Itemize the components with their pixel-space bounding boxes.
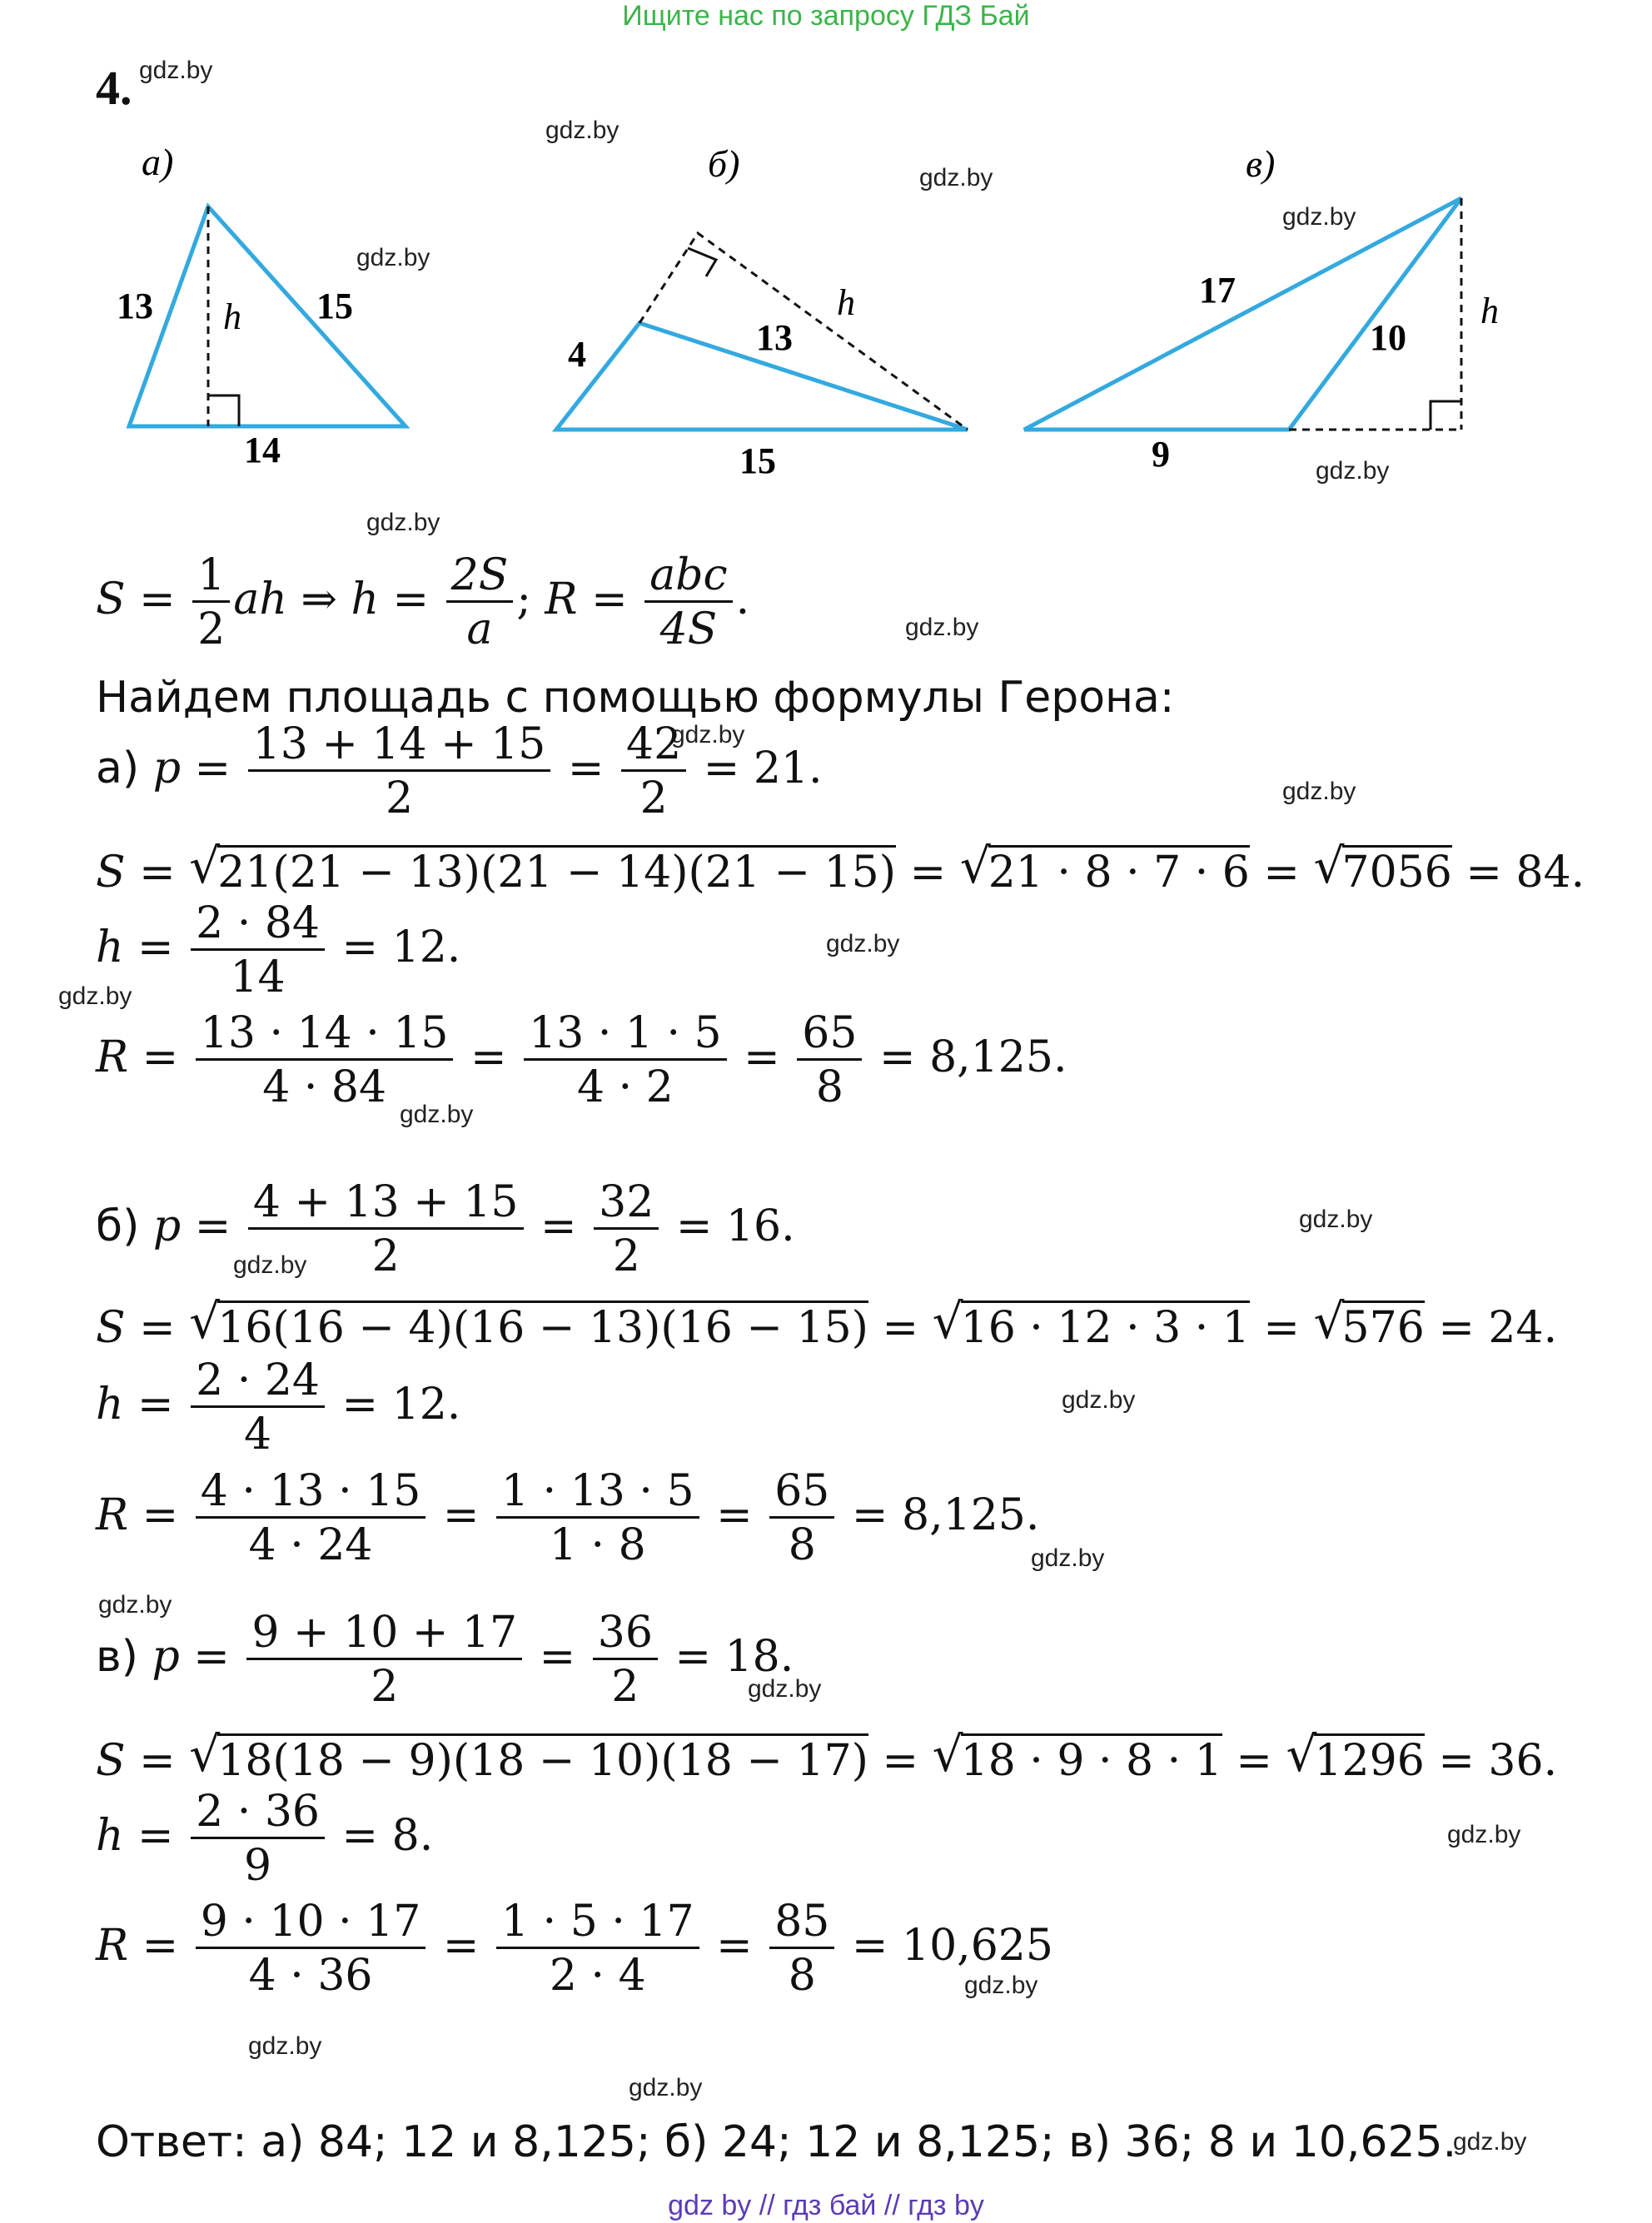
result: = 21. bbox=[703, 743, 823, 793]
side-label: 4 bbox=[568, 334, 586, 375]
frac-num: 42 bbox=[626, 719, 682, 769]
watermark: gdz.by bbox=[964, 1972, 1038, 1999]
part-c-p: в) p = $\frac{9 + 10 + 17}{2}$ = $\frac{36}{2}$ = 18. bbox=[96, 1608, 794, 1712]
frac-den: 4 · 84 bbox=[196, 1058, 454, 1109]
radicand: 576 bbox=[1342, 1300, 1425, 1350]
frac-den: 1 · 8 bbox=[496, 1516, 699, 1567]
watermark: gdz.by bbox=[1282, 203, 1356, 231]
frac-den: 2 bbox=[248, 1227, 524, 1278]
frac-num: 65 bbox=[774, 1466, 830, 1516]
frac-den: 2 bbox=[594, 1227, 659, 1278]
watermark: gdz.by bbox=[629, 2074, 703, 2101]
figure-label-c: в) bbox=[1246, 142, 1276, 185]
frac-num: 4 + 13 + 15 bbox=[252, 1177, 519, 1227]
frac-den: 4 · 2 bbox=[524, 1058, 727, 1109]
watermark: gdz.by bbox=[748, 1675, 822, 1703]
watermark: gdz.by bbox=[366, 509, 440, 536]
watermark: gdz.by bbox=[139, 57, 213, 84]
frac-den: 2 bbox=[621, 769, 686, 820]
formula-intro: S = $\frac{1}{2}$ ah ⇒ h = $\frac{2S}{a}$ ; R = $\frac{\text{abc}}{4S}$ . bbox=[96, 550, 750, 654]
side-label: 13 bbox=[756, 317, 793, 358]
side-label: 10 bbox=[1370, 317, 1406, 358]
frac-num: 2 · 36 bbox=[196, 1787, 320, 1837]
side-label: 15 bbox=[739, 440, 776, 481]
frac-den: 4 bbox=[191, 1405, 325, 1456]
frac-num: 4 · 13 · 15 bbox=[200, 1466, 421, 1516]
radicand: 1296 bbox=[1314, 1733, 1424, 1783]
watermark: gdz.by bbox=[233, 1251, 307, 1279]
frac-num: 13 + 14 + 15 bbox=[252, 719, 546, 769]
result: = 10,625 bbox=[851, 1921, 1053, 1971]
watermark: gdz.by bbox=[1316, 457, 1390, 485]
part-a-s: S = √ 21(21 − 13)(21 − 14)(21 − 15) = √ 21 · 8 · 7 · 6 = √ 7056 = 84. bbox=[96, 845, 1585, 894]
frac-num: 2 · 24 bbox=[196, 1355, 320, 1405]
result: = 16. bbox=[675, 1201, 795, 1251]
radicand: 16 · 12 · 3 · 1 bbox=[961, 1300, 1250, 1350]
result: = 12. bbox=[341, 1380, 461, 1430]
height-label-c: h bbox=[1480, 291, 1499, 331]
footer-links[interactable]: gdz by // гдз бай // гдз by bbox=[668, 2190, 984, 2221]
part-a-p: а) p = $\frac{13 + 14 + 15}{2}$ = $\frac{42}{2}$ = 21. bbox=[96, 719, 823, 823]
figure-label-b: б) bbox=[708, 142, 740, 185]
part-c-s: S = √ 18(18 − 9)(18 − 10)(18 − 17) = √ 18 · 9 · 8 · 1 = √ 1296 = 36. bbox=[96, 1733, 1557, 1783]
watermark: gdz.by bbox=[1282, 778, 1356, 805]
height-label-a: h bbox=[223, 296, 241, 337]
part-c-h: h = $\frac{2 \cdot 36}{9}$ = 8. bbox=[96, 1787, 434, 1891]
result: = 36. bbox=[1438, 1736, 1558, 1786]
watermark: gdz.by bbox=[58, 982, 132, 1010]
watermark: gdz.by bbox=[905, 614, 979, 641]
frac-den: 2 · 4 bbox=[496, 1947, 699, 1997]
frac-den: 2 bbox=[246, 1658, 522, 1708]
triangles-figure bbox=[0, 125, 1652, 500]
frac-num: 32 bbox=[599, 1177, 654, 1227]
watermark: gdz.by bbox=[248, 2032, 322, 2060]
side-label: 14 bbox=[244, 430, 281, 470]
part-b-r: R = $\frac{4 \cdot 13 \cdot 15}{4 \cdot 24}$ = $\frac{1 \cdot 13 \cdot 5}{1 \cdot 8}$ = $\frac{65}{8}$ = 8,125. bbox=[96, 1466, 1040, 1570]
watermark: gdz.by bbox=[671, 721, 745, 748]
watermark: gdz.by bbox=[826, 930, 900, 957]
frac-den: 8 bbox=[769, 1516, 834, 1567]
watermark: gdz.by bbox=[356, 244, 430, 271]
height-line-b bbox=[639, 233, 968, 430]
side-label: 15 bbox=[316, 286, 353, 326]
frac-num: 36 bbox=[597, 1608, 653, 1658]
part-label: а) bbox=[96, 743, 140, 793]
frac-num: 9 + 10 + 17 bbox=[251, 1608, 518, 1658]
watermark: gdz.by bbox=[98, 1591, 172, 1619]
frac-num: 9 · 10 · 17 bbox=[200, 1897, 421, 1947]
result: = 8,125. bbox=[851, 1490, 1040, 1540]
part-b-s: S = √ 16(16 − 4)(16 − 13)(16 − 15) = √ 16 · 12 · 3 · 1 = √ 576 = 24. bbox=[96, 1300, 1557, 1350]
radicand: 21(21 − 13)(21 − 14)(21 − 15) bbox=[217, 845, 896, 894]
radicand: 21 · 8 · 7 · 6 bbox=[988, 845, 1250, 894]
frac-num: 13 · 1 · 5 bbox=[529, 1008, 722, 1058]
radicand: 18(18 − 9)(18 − 10)(18 − 17) bbox=[217, 1733, 868, 1783]
watermark: gdz.by bbox=[1299, 1206, 1373, 1233]
watermark: gdz.by bbox=[545, 117, 620, 144]
frac-den: 8 bbox=[797, 1058, 862, 1109]
watermark: gdz.by bbox=[400, 1101, 474, 1128]
result: = 8. bbox=[341, 1811, 434, 1861]
watermark: gdz.by bbox=[1062, 1386, 1136, 1414]
frac-den: 8 bbox=[769, 1947, 834, 1997]
side-label: 13 bbox=[117, 286, 153, 326]
result: = 18. bbox=[674, 1632, 794, 1682]
frac-den: 2 bbox=[248, 769, 551, 820]
part-label: б) bbox=[96, 1201, 140, 1251]
part-a-r: R = $\frac{13 \cdot 14 \cdot 15}{4 \cdot 84}$ = $\frac{13 \cdot 1 \cdot 5}{4 \cdot 2}$ = $\frac{65}{8}$ = 8,125. bbox=[96, 1008, 1067, 1112]
frac-den: 4 · 36 bbox=[196, 1947, 426, 1997]
right-angle-c bbox=[1431, 401, 1461, 430]
frac-den: 2 bbox=[593, 1658, 658, 1708]
watermark: gdz.by bbox=[1031, 1544, 1105, 1572]
triangle-c bbox=[1024, 198, 1461, 430]
frac-num: 1 · 5 · 17 bbox=[501, 1897, 694, 1947]
frac-num: 85 bbox=[774, 1897, 830, 1947]
part-label: в) bbox=[96, 1632, 138, 1682]
right-angle-b bbox=[688, 248, 716, 276]
radicand: 16(16 − 4)(16 − 13)(16 − 15) bbox=[217, 1300, 868, 1350]
part-a-h: h = $\frac{2 \cdot 84}{14}$ = 12. bbox=[96, 898, 461, 1002]
triangle-a bbox=[129, 206, 406, 426]
watermark: gdz.by bbox=[919, 164, 993, 191]
right-angle-a bbox=[208, 395, 239, 426]
part-c-r: R = $\frac{9 \cdot 10 \cdot 17}{4 \cdot 36}$ = $\frac{1 \cdot 5 \cdot 17}{2 \cdot 4}$ = $\frac{85}{8}$ = 10,625 bbox=[96, 1897, 1053, 2001]
frac-den: 14 bbox=[191, 948, 325, 999]
heron-text: Найдем площадь с помощью формулы Герона: bbox=[96, 673, 1175, 723]
result: = 24. bbox=[1438, 1303, 1558, 1353]
frac-num: 1 · 13 · 5 bbox=[501, 1466, 694, 1516]
result: = 8,125. bbox=[878, 1032, 1067, 1082]
frac-num: 13 · 14 · 15 bbox=[200, 1008, 449, 1058]
task-number: 4. bbox=[96, 61, 132, 115]
frac-num: 65 bbox=[802, 1008, 858, 1058]
height-label-b: h bbox=[837, 282, 855, 323]
answer: Ответ: а) 84; 12 и 8,125; б) 24; 12 и 8,125; в) 36; 8 и 10,625. bbox=[96, 2117, 1457, 2167]
result: = 84. bbox=[1465, 848, 1585, 898]
side-label: 9 bbox=[1152, 434, 1170, 475]
watermark: gdz.by bbox=[1453, 2128, 1527, 2156]
side-label: 17 bbox=[1199, 270, 1236, 311]
part-b-p: б) p = $\frac{4 + 13 + 15}{2}$ = $\frac{32}{2}$ = 16. bbox=[96, 1177, 795, 1281]
frac-den: 4 · 24 bbox=[196, 1516, 426, 1567]
top-banner[interactable]: Ищите нас по запросу ГДЗ Бай bbox=[622, 0, 1030, 32]
radicand: 7056 bbox=[1342, 845, 1452, 894]
figure-label-a: а) bbox=[142, 141, 174, 183]
frac-den: 9 bbox=[191, 1837, 325, 1887]
radicand: 18 · 9 · 8 · 1 bbox=[961, 1733, 1222, 1783]
result: = 12. bbox=[341, 923, 461, 972]
frac-num: 2 · 84 bbox=[196, 898, 320, 948]
watermark: gdz.by bbox=[1447, 1821, 1521, 1848]
part-b-h: h = $\frac{2 \cdot 24}{4}$ = 12. bbox=[96, 1355, 461, 1460]
